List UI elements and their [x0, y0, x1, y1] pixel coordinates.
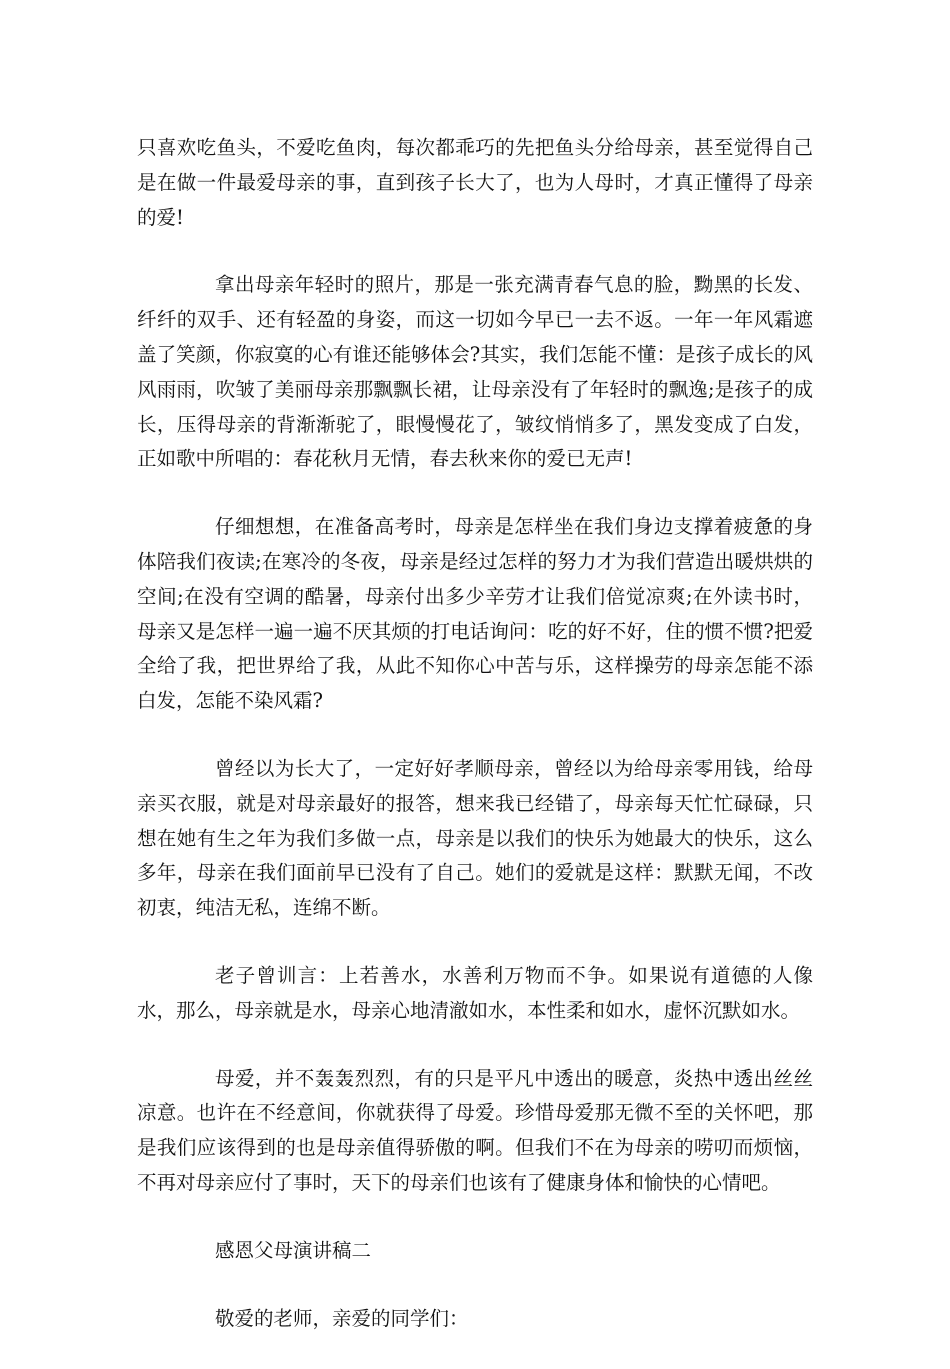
paragraph-mother-love: 母爱，并不轰轰烈烈，有的只是平凡中透出的暖意，炎热中透出丝丝凉意。也许在不经意间，你就获得了母爱。珍惜母爱那无微不至的关怀吧，那是我们应该得到的也是母亲值得骄傲的啊。但我们不在为母亲的唠叨而烦恼，不再对母亲应付了事时，天下的母亲们也该有了健康身体和愉快的心情吧。 — [137, 1066, 813, 1194]
paragraph-mother-photo: 拿出母亲年轻时的照片，那是一张充满青春气息的脸，黝黑的长发、纤纤的双手、还有轻盈的身姿，而这一切如今早已一去不返。一年一年风霜遮盖了笑颜，你寂寞的心有谁还能够体会?其实，我们怎能不懂：是孩子成长的风风雨雨，吹皱了美丽母亲那飘飘长裙，让母亲没有了年轻时的飘逸;是孩子的成长，压得母亲的背渐渐驼了，眼慢慢花了，皱纹悄悄多了，黑发变成了白发，正如歌中所唱的：春花秋月无情，春去秋来你的爱已无声! — [137, 273, 813, 471]
paragraph-filial-piety: 曾经以为长大了，一定好好孝顺母亲，曾经以为给母亲零用钱，给母亲买衣服，就是对母亲最好的报答，想来我已经错了，母亲每天忙忙碌碌，只想在她有生之年为我们多做一点，母亲是以我们的快乐为她最大的快乐，这么多年，母亲在我们面前早已没有了自己。她们的爱就是这样：默默无闻，不改初衷，纯洁无私，连绵不断。 — [137, 756, 813, 920]
paragraph-mother-care: 仔细想想，在准备高考时，母亲是怎样坐在我们身边支撑着疲惫的身体陪我们夜读;在寒冷的冬夜，母亲是经过怎样的努力才为我们营造出暖烘烘的空间;在没有空调的酷暑，母亲付出多少辛劳才让我们倍觉凉爽;在外读书时，母亲又是怎样一遍一遍不厌其烦的打电话询问：吃的好不好，住的惯不惯?把爱全给了我，把世界给了我，从此不知你心中苦与乐，这样操劳的母亲怎能不添白发，怎能不染风霜? — [137, 515, 813, 713]
paragraph-continuation: 只喜欢吃鱼头，不爱吃鱼肉，每次都乖巧的先把鱼头分给母亲，甚至觉得自己是在做一件最爱母亲的事，直到孩子长大了，也为人母时，才真正懂得了母亲的爱! — [137, 136, 813, 229]
document-page — [137, 131, 813, 1369]
paragraph-laozi-quote: 老子曾训言：上若善水，水善利万物而不争。如果说有道德的人像水，那么，母亲就是水，母亲心地清澈如水，本性柔和如水，虚怀沉默如水。 — [137, 963, 813, 1022]
section-heading: 感恩父母演讲稿二 — [215, 1238, 372, 1262]
salutation: 敬爱的老师，亲爱的同学们： — [215, 1306, 469, 1330]
